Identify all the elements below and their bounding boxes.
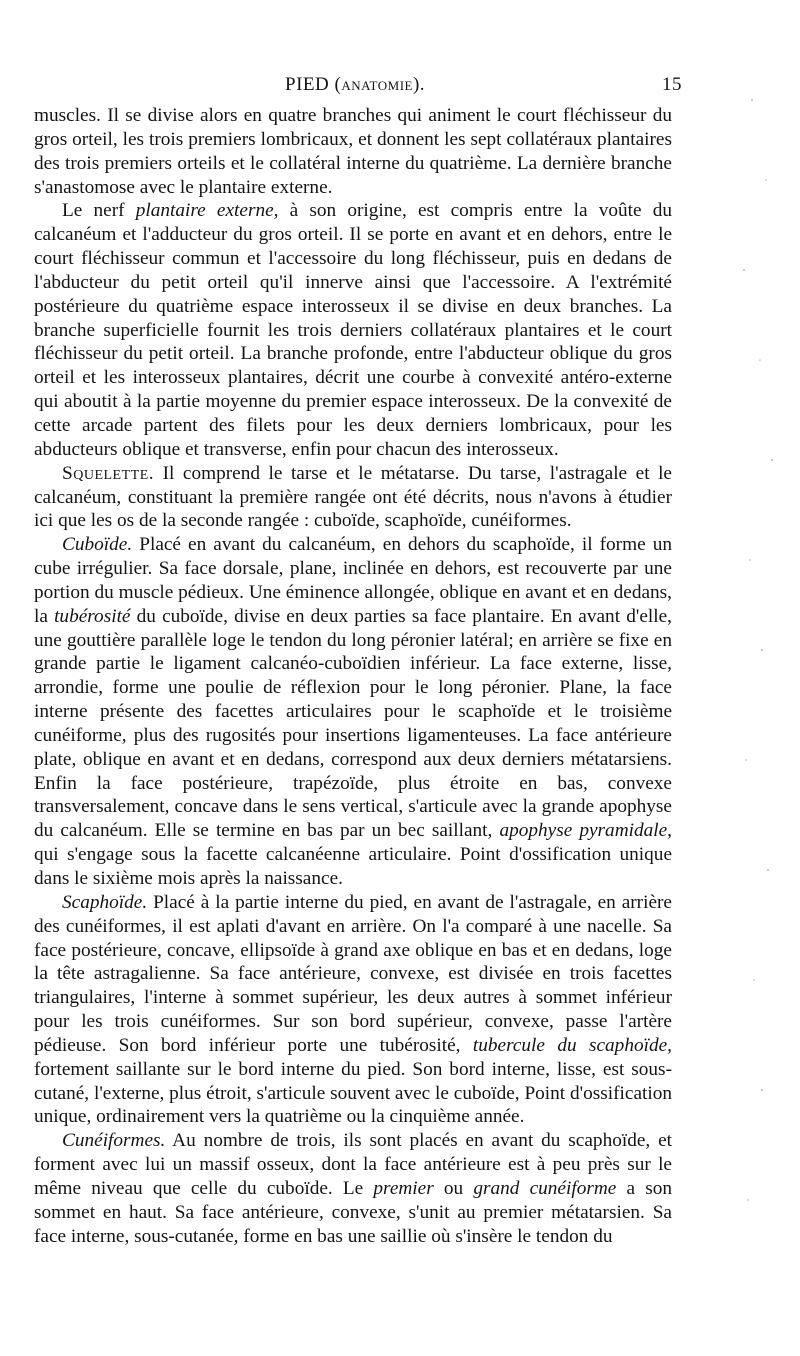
text-run: Il comprend le tarse et le métatarse. Du tarse, l'astragale et le calcanéum, constituant la première rangée ont été décrits, nous n'avons à étudier ici que les os de la seconde rangée : cuboïde, scaphoïde, cunéiformes. (34, 462, 672, 532)
emphasis-text: apophyse pyramidale, (499, 820, 672, 842)
paragraph (34, 533, 672, 891)
emphasis-text: plantaire externe, (135, 200, 279, 222)
paragraph (34, 891, 672, 1129)
paragraph (34, 199, 672, 461)
paragraph (34, 104, 672, 199)
body-text (34, 104, 672, 1249)
text-run: du cuboïde, divise en deux parties sa face plantaire. En avant d'elle, une gouttière parallèle loge le tendon du long péronier latéral; en arrière se fixe en grande partie le ligament calcanéo-cuboïdien inférieur. La face externe, lisse, arrondie, forme une poulie de réflexion pour le long péronier. Plane, la face interne présente des facettes articulaires pour le scaphoïde et le troisième cunéiforme, plus des rugosités pour insertions ligamenteuses. La face antérieure plate, oblique en avant et en dedans, correspond aux deux derniers métatarsiens. Enfin la face postérieure, trapézoïde, plus étroite en bas, convexe transversalement, concave dans le sens vertical, s'articule avec la grande apophyse du calcanéum. Elle se termine en bas par un bec saillant, (34, 605, 672, 842)
text-run: Placé en avant du calcanéum, en dehors du scaphoïde, il forme un cube irrégulier. Sa face dorsale, plane, inclinée en dehors, est recouverte par une portion du muscle pédieux. Une éminence allongée, oblique en avant et en dedans, la (34, 534, 672, 627)
paragraph (34, 462, 672, 534)
page-number: 15 (662, 74, 682, 95)
emphasis-text: tubérosité (54, 605, 131, 627)
emphasis-text: grand cunéiforme (473, 1177, 617, 1199)
text-run: Le nerf (62, 200, 136, 222)
emphasis-text: Squelette. (62, 462, 155, 484)
margin-specks-decoration (732, 40, 792, 1280)
text-run: Placé à la partie interne du pied, en avant de l'astragale, en arrière des cunéiformes, il est aplati d'avant en arrière. On l'a comparé à une nacelle. Sa face postérieure, concave, ellipsoïde à grand axe oblique en bas et en dedans, loge la tête astragalienne. Sa face antérieure, convexe, est divisée en trois facettes triangulaires, l'interne à sommet supérieur, les deux autres à sommet inférieur pour les trois cunéiformes. Sur son bord supérieur, convexe, passe l'artère pédieuse. Son bord inférieur porte une tubérosité, (34, 891, 672, 1056)
running-header (34, 74, 682, 102)
emphasis-text: tubercule du scaphoïde, (472, 1034, 672, 1056)
text-run: qui s'engage sous la facette calcanéenne articulaire. Point d'ossification unique dans le sixième mois après la naissance. (34, 844, 672, 889)
text-run: Au nombre de trois, ils sont placés en avant du scaphoïde, et forment avec lui un massif osseux, dont la face antérieure est à peu près sur le même niveau que celle du cuboïde. Le (34, 1130, 672, 1199)
emphasis-text: Scaphoïde. (62, 891, 148, 913)
text-run: fortement saillante sur le bord interne du pied. Son bord interne, lisse, est sous-cutané, l'externe, plus étroit, s'articule souvent avec le cuboïde, Point d'ossification unique, ordinairement vers la quatrième ou la cinquième année. (34, 1058, 672, 1128)
text-run: ou (433, 1177, 474, 1199)
paragraph (34, 1129, 672, 1248)
text-run: muscles. Il se divise alors en quatre branches qui animent le court fléchisseur du gros orteil, les trois premiers lombricaux, et donnent les sept collatéraux plantaires des trois premiers orteils et le collatéral interne du quatrième. La dernière branche s'anastomose avec le plantaire externe. (34, 105, 672, 198)
text-run: a son sommet en haut. Sa face antérieure, convexe, s'unit au premier métatarsien. Sa face interne, sous-cutanée, forme en bas une saillie où s'insère le tendon du (34, 1177, 673, 1247)
running-title: PIED (anatomie). (285, 74, 426, 95)
emphasis-text: premier (373, 1177, 434, 1199)
text-run: à son origine, est compris entre la voûte du calcanéum et l'adducteur du gros orteil. Il se porte en avant et en dehors, entre le court fléchisseur commun et l'accessoire du long fléchisseur, puis en dedans de l'abducteur du petit orteil qu'il innerve ainsi que l'accessoire. A l'extrémité postérieure du quatrième espace interosseux il se divise en deux branches. La branche superficielle fournit les trois derniers collatéraux plantaires et le court fléchisseur du petit orteil. La branche profonde, entre l'abducteur oblique du gros orteil et les interosseux plantaires, décrit une courbe à convexité antéro-externe qui aboutit à la partie moyenne du premier espace interosseux. De la convexité de cette arcade partent des filets pour les deux derniers lombricaux, pour les abducteurs oblique et transverse, enfin pour chacun des interosseux. (34, 200, 672, 460)
emphasis-text: Cunéiformes. (62, 1130, 166, 1152)
emphasis-text: Cuboïde. (62, 534, 133, 556)
